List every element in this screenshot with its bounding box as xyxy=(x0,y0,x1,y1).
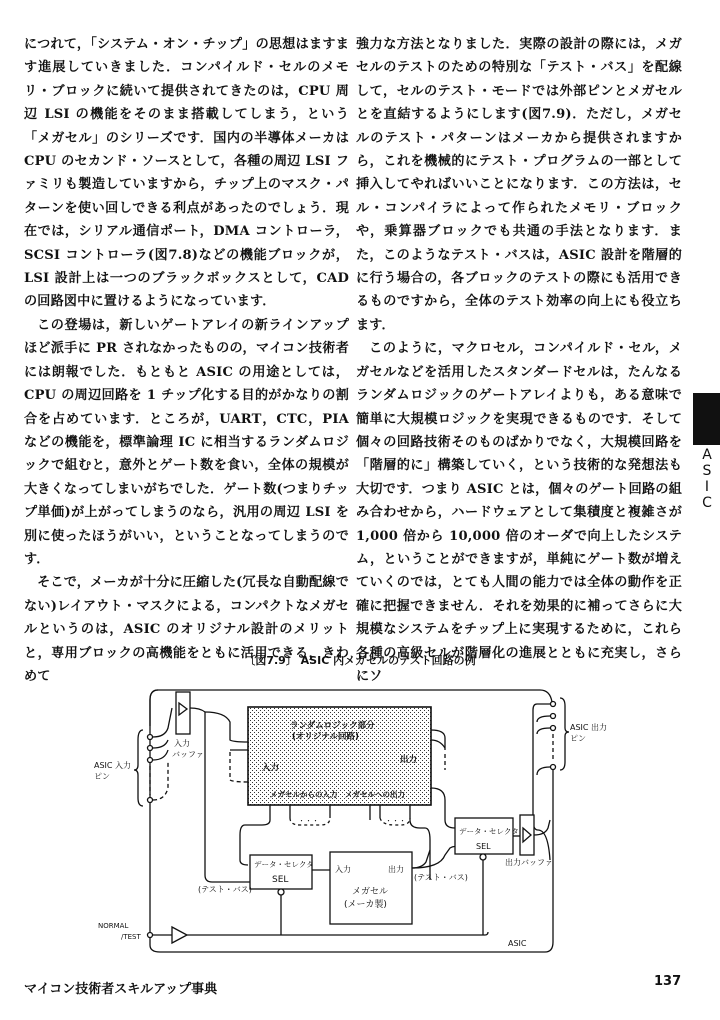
asic-output-pins-label: ASIC 出力 xyxy=(570,723,608,732)
megacell-output-label: 出力 xyxy=(388,865,404,874)
megacell-input-label: 入力 xyxy=(335,865,351,874)
sel-label: SEL xyxy=(476,842,491,851)
output-pin xyxy=(551,714,556,719)
input-buffer-label: 入力 xyxy=(174,739,190,748)
left-text-column xyxy=(24,33,349,688)
chapter-tab-label xyxy=(697,447,717,511)
asic-input-pins-label: ASIC 入力 xyxy=(94,761,132,770)
chapter-tab-letter: S xyxy=(702,463,712,479)
random-logic-label: (オリジナル回路) xyxy=(292,732,359,742)
output-pin xyxy=(551,726,556,731)
input-buffer xyxy=(176,692,190,734)
selector-label: データ・セレクタ xyxy=(459,827,519,836)
buffer-triangle-icon xyxy=(172,927,187,943)
sel-label: SEL xyxy=(272,875,289,885)
asic-input-pins-label: ピン xyxy=(94,772,110,781)
random-logic-label: ランダムロジック部分 xyxy=(290,721,375,731)
test-bus-label: (テスト・バス) xyxy=(414,873,468,882)
asic-output-pins-label: ピン xyxy=(570,734,586,743)
megacell-test-circuit-diagram xyxy=(0,670,720,960)
input-pin xyxy=(148,746,153,751)
test-label: /TEST xyxy=(121,933,141,941)
paragraph: 強力な方法となりました．実際の設計の際には，メガセルのテストのための特別な「テスト・バス」を配線して，セルのテスト・モードでは外部ピンとメガセルとを直結するようにします(図7.9)．ただし，メガセルのテスト・パターンはメーカから提供されますから，これを機械的にテスト・プログラムの一部として挿入してやればいいことになります．この方法は，セル・コンパイラによって作られたメモリ・ブロックや，乗算器ブロックでも共通の手法となります．また，このようなテスト・バスは，ASIC 設計を階層的に行う場合の，各ブロックのテストの際にも活用できるものですから，全体のテスト効率の向上にも役立ちます． xyxy=(356,37,682,333)
chapter-tab-marker xyxy=(693,393,720,445)
megacell-maker-label: (メーカ製) xyxy=(344,900,387,910)
random-logic-input-label: 入力 xyxy=(262,763,280,773)
output-pin xyxy=(551,765,556,770)
to-megacell-label: メガセルへの出力 xyxy=(345,790,405,799)
normal-label: NORMAL xyxy=(98,922,129,930)
paragraph: そこで，メーカが十分に圧縮した(冗長な自動配線でない)レイアウト・マスクによる，コンパクトなメガセルというのは，ASIC のオリジナル設計のメリットと，専用ブロックの高機能をともに活用できる，きわめて xyxy=(24,575,349,684)
normal-test-pin xyxy=(148,933,153,938)
megacell-label: メガセル xyxy=(352,887,389,897)
input-pin xyxy=(148,798,153,803)
paragraph: につれて，「システム・オン・チップ」の思想はますます進展していきました．コンパイルド・セルのメモリ・ブロックに続いて提供されてきたのは，CPU 周辺 LSI の機能をそのまま搭載してしまう，という「メガセル」のシリーズです．国内の半導体メーカは CPU のセカンド・ソースとして，各種の周辺 LSI ファミリも製造していますから，チップ上のマスク・パターンを使い回しできる利点があったのでしょう．現在では，シリアル通信ポート，DMA コントローラ，SCSI コントローラ(図7.8)などの機能ブロックが，LSI 設計上は一つのブラックボックスとして，CAD の回路図中に置けるようになっています． xyxy=(24,37,349,310)
input-pin xyxy=(148,735,153,740)
bus-dots: ・・・ xyxy=(298,817,319,825)
book-title: マイコン技術者スキルアップ事典 xyxy=(24,982,218,997)
figure-caption: 〔図7.9〕 ASIC 内メガセルのテスト回路の例 xyxy=(244,654,476,667)
page-number: 137 xyxy=(654,974,682,989)
right-text-column xyxy=(356,33,682,688)
output-pin xyxy=(551,702,556,707)
chapter-tab-letter: I xyxy=(704,479,710,495)
asic-label: ASIC xyxy=(508,939,527,948)
bus-dots: ・・・ xyxy=(385,817,406,825)
input-pin xyxy=(148,758,153,763)
test-bus-label: (テスト・バス) xyxy=(198,885,252,894)
from-megacell-label: メガセルからの入力 xyxy=(270,790,338,799)
chapter-tab-letter: C xyxy=(702,495,712,511)
chapter-tab-letter: A xyxy=(702,447,712,463)
paragraph: この登場は，新しいゲートアレイの新ラインアップほど派手に PR されなかったものの，マイコン技術者には朗報でした．もともと ASIC の用途としては，CPU の周辺回路を 1 チップ化する目的がかなりの割合を占めています．ところが，UART，CTC，PIA などの機能を，標準論理 IC に相当するランダムロジックで組むと，意外とゲート数を食い，全体の規模が大きくなってしまいがちでした．ゲート数(つまりチップ単価)が上がってしまうのなら，汎用の周辺 LSI を別に使ったほうがいい，ということなってしまうのです． xyxy=(24,317,349,567)
selector-label: データ・セレクタ xyxy=(254,860,314,869)
paragraph: このように，マクロセル，コンパイルド・セル，メガセルなどを活用したスタンダードセルは，たんなるランダムロジックのゲートアレイよりも，ある意味で簡単に大規模ロジックを実現できるものです．そして個々の回路技術そのものばかりでなく，大規模回路を「階層的に」構築していく，という技術的な発想法も大切です．つまり ASIC とは，個々のゲート回路の組み合わせから，ハードウェアとして集積度と複雑さが 1,000 倍から 10,000 倍のオーダで向上したシステム，ということができますが，単純にゲート数が増えていくのでは，とても人間の能力では全体の動作を正確に把握できません．それを効果的に補ってさらに大規模なシステムをチップ上に実現するために，これら各種の高級セルが階層化の進展とともに充実し，さらにソ xyxy=(356,341,682,684)
input-buffer-label: バッファ xyxy=(172,750,204,759)
random-logic-output-label: 出力 xyxy=(400,755,418,765)
output-buffer-label: 出力バッファ xyxy=(505,858,553,867)
